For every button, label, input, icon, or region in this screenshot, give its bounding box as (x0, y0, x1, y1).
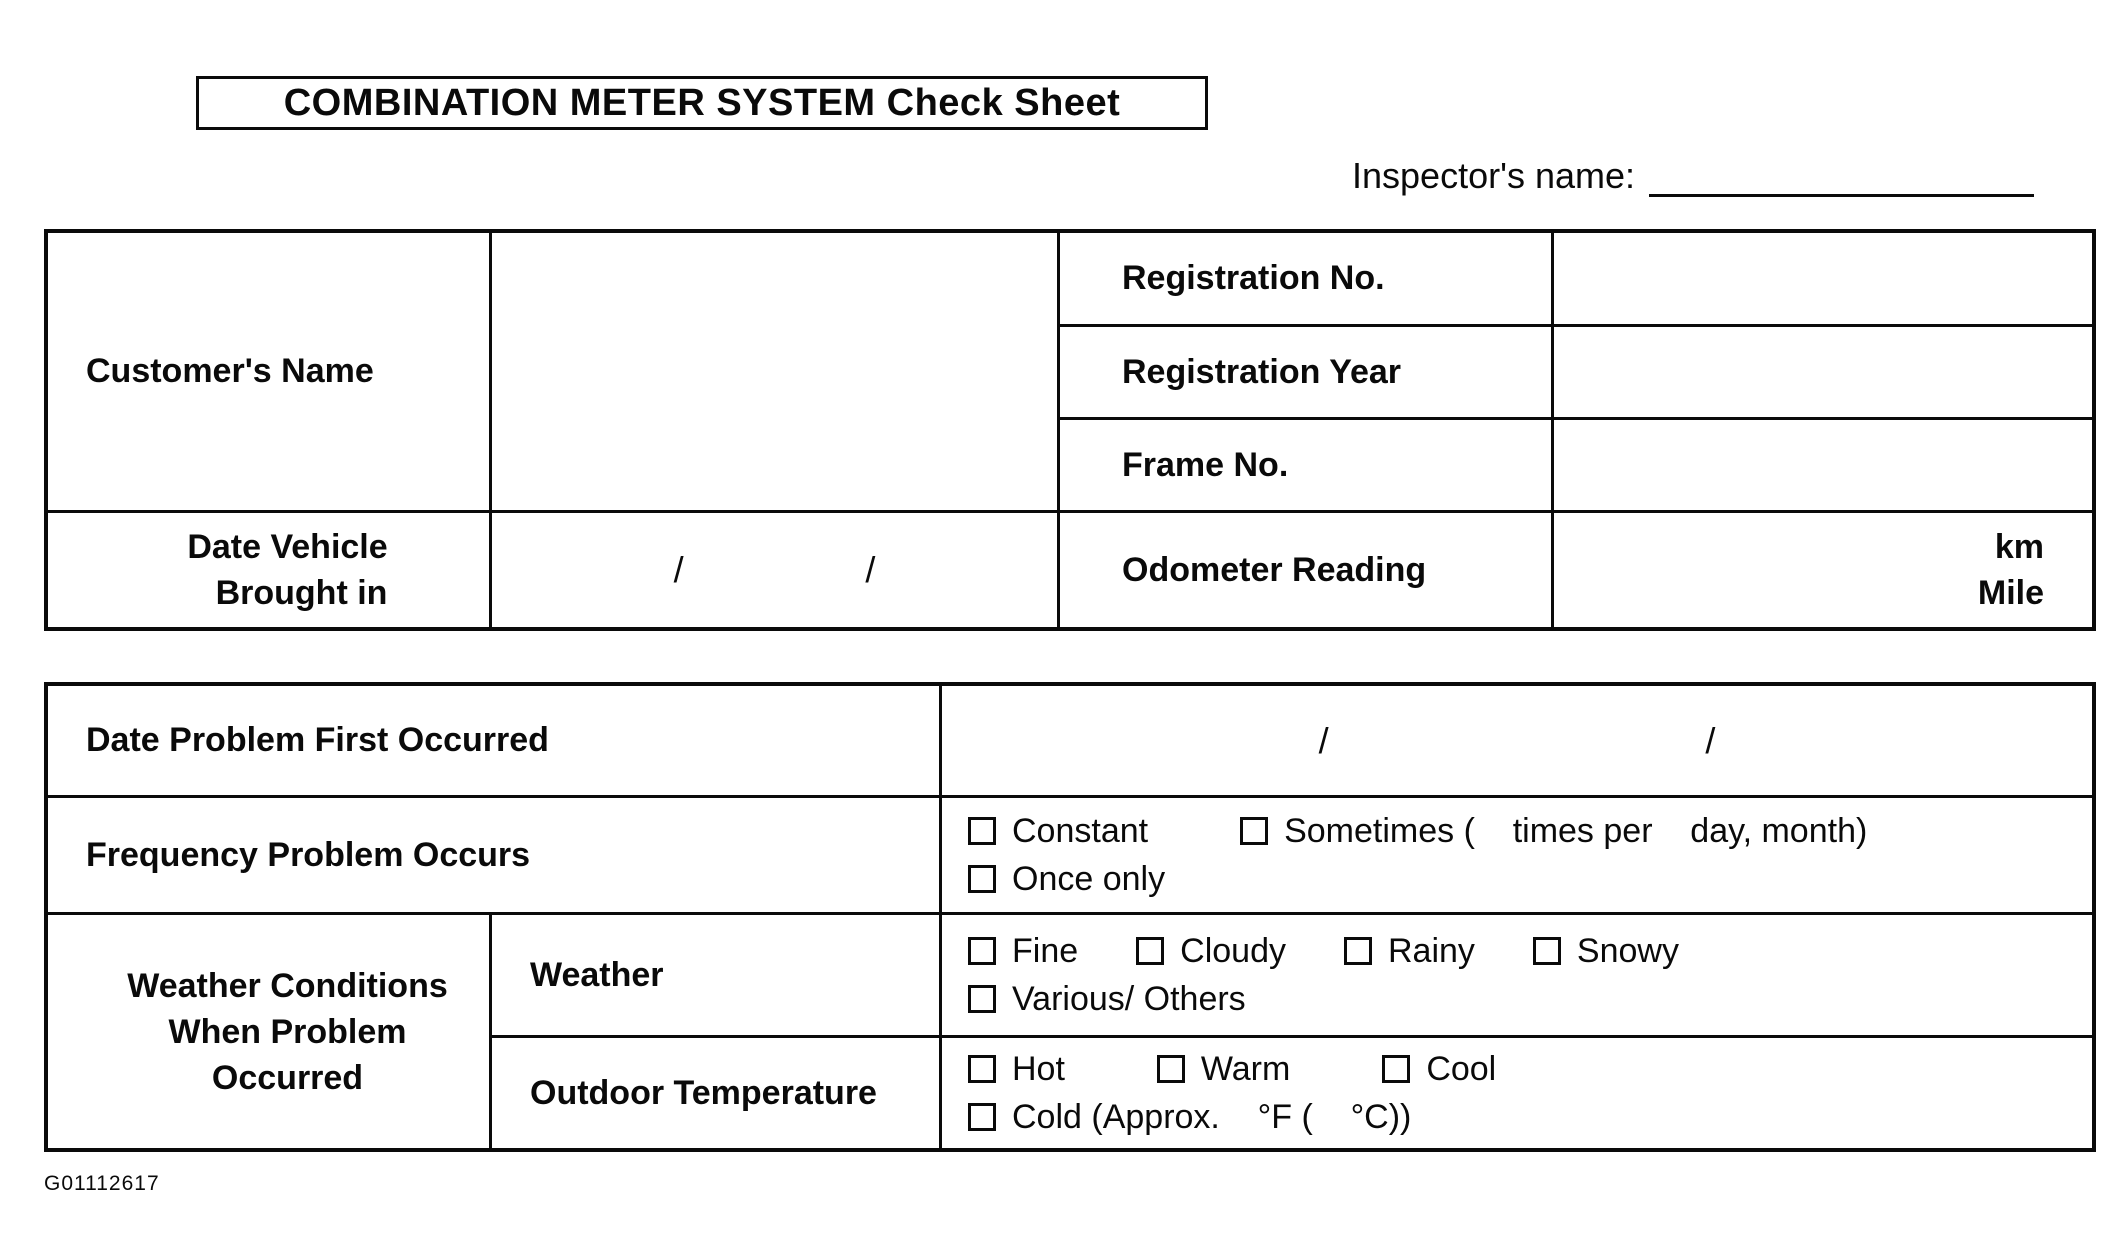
inspector-name-label: Inspector's name: (1352, 155, 1636, 196)
outdoor-temperature-options (942, 1038, 2092, 1148)
figure-code: G01112617 (44, 1172, 160, 1195)
weather-conditions-label: Weather Conditions When Problem Occurred (48, 915, 492, 1148)
odometer-reading-label: Odometer Reading (1060, 513, 1554, 627)
page-title-text: COMBINATION METER SYSTEM Check Sheet (283, 81, 1121, 124)
checkbox-icon[interactable] (1533, 937, 1561, 965)
vehicle-info-table (44, 229, 2096, 631)
temperature-options-row-2 (968, 1094, 2092, 1140)
weather-options (942, 915, 2092, 1038)
option-hot: Hot (968, 1046, 1065, 1092)
customer-name-field[interactable] (492, 233, 1060, 513)
option-rainy: Rainy (1344, 928, 1475, 974)
checkbox-icon[interactable] (1157, 1055, 1185, 1083)
date-brought-in-field[interactable] (492, 513, 1060, 627)
frame-no-field[interactable] (1554, 420, 2092, 513)
date-brought-in-label: Date Vehicle Brought in (48, 513, 492, 627)
option-cold: Cold (Approx. °F ( °C)) (968, 1094, 1411, 1140)
frame-no-label: Frame No. (1060, 420, 1554, 513)
option-cool: Cool (1382, 1046, 1496, 1092)
odometer-unit-mile: Mile (1977, 574, 2044, 612)
temperature-options-row-1 (968, 1046, 2092, 1092)
option-various-others: Various/ Others (968, 976, 1246, 1022)
checkbox-icon[interactable] (968, 1055, 996, 1083)
checkbox-icon[interactable] (968, 817, 996, 845)
option-sometimes: Sometimes ( times per day, month) (1240, 808, 1867, 854)
date-slash: / (1705, 719, 1716, 761)
problem-info-table (44, 682, 2096, 1152)
checkbox-icon[interactable] (968, 865, 996, 893)
inspector-name-row (1352, 152, 2034, 197)
weather-label: Weather (492, 915, 942, 1038)
frequency-options-row-1 (968, 808, 2092, 854)
option-once-only: Once only (968, 856, 1165, 902)
checkbox-icon[interactable] (968, 985, 996, 1013)
checkbox-icon[interactable] (1240, 817, 1268, 845)
checkbox-icon[interactable] (968, 937, 996, 965)
inspector-name-field[interactable] (1649, 152, 2034, 197)
checkbox-icon[interactable] (968, 1103, 996, 1131)
frequency-problem-occurs-label: Frequency Problem Occurs (48, 798, 942, 915)
page-title (196, 76, 1208, 130)
weather-options-row-1 (968, 928, 2092, 974)
date-slash: / (673, 549, 684, 590)
frequency-problem-occurs-options (942, 798, 2092, 915)
option-cloudy: Cloudy (1136, 928, 1286, 974)
odometer-unit-km: km (1994, 528, 2044, 566)
outdoor-temperature-label: Outdoor Temperature (492, 1038, 942, 1148)
option-snowy: Snowy (1533, 928, 1679, 974)
frequency-options-row-2 (968, 856, 2092, 902)
registration-no-field[interactable] (1554, 233, 2092, 327)
date-problem-first-occurred-label: Date Problem First Occurred (48, 686, 942, 798)
date-slash: / (1318, 719, 1329, 761)
option-warm: Warm (1157, 1046, 1290, 1092)
registration-year-label: Registration Year (1060, 327, 1554, 420)
checkbox-icon[interactable] (1136, 937, 1164, 965)
checkbox-icon[interactable] (1382, 1055, 1410, 1083)
date-slash: / (865, 549, 876, 590)
customer-name-label: Customer's Name (48, 233, 492, 513)
registration-no-label: Registration No. (1060, 233, 1554, 327)
option-fine: Fine (968, 928, 1078, 974)
registration-year-field[interactable] (1554, 327, 2092, 420)
checkbox-icon[interactable] (1344, 937, 1372, 965)
date-problem-first-occurred-field[interactable] (942, 686, 2092, 798)
odometer-reading-field[interactable] (1554, 513, 2092, 627)
weather-options-row-2 (968, 976, 2092, 1022)
option-constant: Constant (968, 808, 1148, 854)
